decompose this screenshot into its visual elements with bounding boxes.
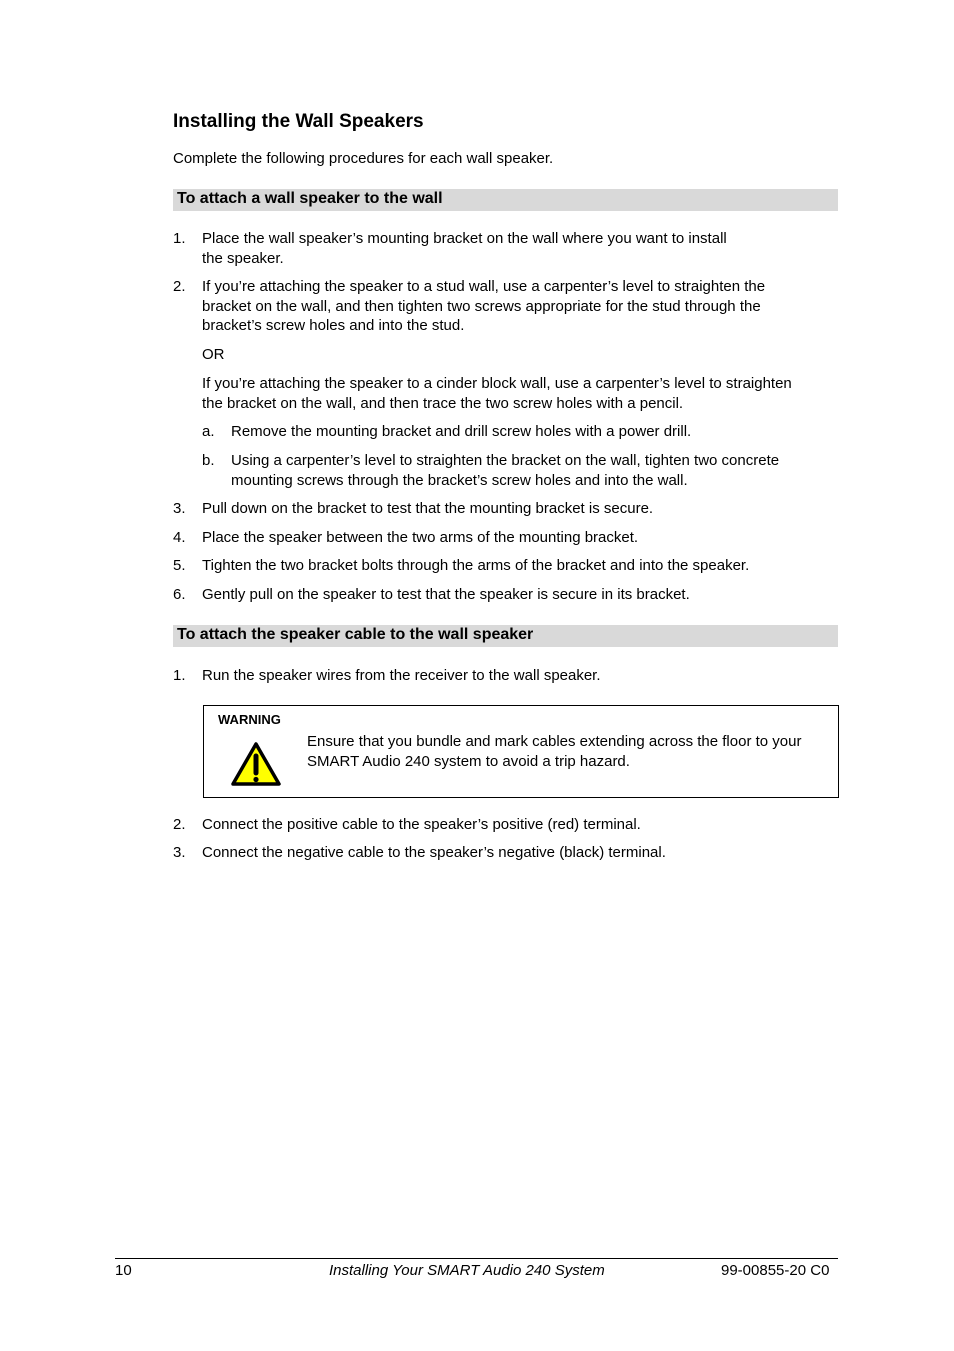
step-text: Connect the positive cable to the speaker’s positive (red) terminal.: [202, 816, 641, 833]
footer-title: Installing Your SMART Audio 240 System: [329, 1262, 605, 1279]
section-bar: [173, 625, 838, 647]
warning-triangle-icon: [230, 740, 282, 788]
step-number: 6.: [173, 586, 186, 603]
alt-line: the bracket on the wall, and then trace the two screw holes with a pencil.: [202, 394, 684, 412]
step-number: 1.: [173, 667, 186, 684]
step-number: 1.: [173, 230, 186, 247]
step-number: 2.: [173, 278, 186, 295]
step-line: bracket on the wall, and then tighten two screws appropriate for the stud through the: [202, 297, 761, 315]
warning-text: [307, 732, 837, 771]
step-text: [202, 277, 765, 336]
document-id: 99-00855-20 C0: [721, 1262, 830, 1279]
section-title: To attach the speaker cable to the wall speaker: [177, 626, 534, 643]
warning-label: WARNING: [218, 712, 281, 727]
step-line: the speaker.: [202, 249, 284, 267]
footer-rule: [115, 1258, 838, 1259]
step-number: 5.: [173, 557, 186, 574]
page-number: 10: [115, 1262, 132, 1279]
alt-instructions: [202, 374, 792, 413]
substep-label: b.: [202, 452, 215, 469]
page-heading: Installing the Wall Speakers: [173, 111, 424, 132]
warning-line: SMART Audio 240 system to avoid a trip hazard.: [307, 752, 630, 770]
step-number: 3.: [173, 500, 186, 517]
substep-text: Remove the mounting bracket and drill screw holes with a power drill.: [231, 423, 692, 440]
step-text: Place the speaker between the two arms of the mounting bracket.: [202, 529, 639, 546]
step-line: Place the wall speaker’s mounting bracket on the wall where you want to install: [202, 230, 727, 247]
step-number: 3.: [173, 844, 186, 861]
step-line: bracket’s screw holes and into the stud.: [202, 317, 465, 334]
step-text: Gently pull on the speaker to test that the speaker is secure in its bracket.: [202, 586, 690, 603]
section-title: To attach a wall speaker to the wall: [177, 190, 443, 207]
substep-text: [231, 451, 779, 490]
step-text: Pull down on the bracket to test that the mounting bracket is secure.: [202, 500, 654, 517]
step-text: Connect the negative cable to the speaker’s negative (black) terminal.: [202, 844, 666, 861]
section-bar: [173, 189, 838, 211]
step-text: Tighten the two bracket bolts through the arms of the bracket and into the speaker.: [202, 557, 750, 574]
warning-line: Ensure that you bundle and mark cables extending across the floor to your: [307, 733, 802, 750]
substep-line: Using a carpenter’s level to straighten the bracket on the wall, tighten two concrete: [231, 452, 780, 469]
step-text: Run the speaker wires from the receiver to the wall speaker.: [202, 667, 601, 684]
step-text: [202, 229, 727, 268]
or-text: OR: [202, 346, 225, 363]
intro-text: Complete the following procedures for each wall speaker.: [173, 150, 554, 167]
warning-box: [203, 705, 839, 798]
step-number: 4.: [173, 529, 186, 546]
step-number: 2.: [173, 816, 186, 833]
alt-line: If you’re attaching the speaker to a cinder block wall, use a carpenter’s level to straighten: [202, 375, 792, 392]
substep-line: mounting screws through the bracket’s screw holes and into the wall.: [231, 471, 688, 489]
step-line: If you’re attaching the speaker to a stud wall, use a carpenter’s level to straighten the: [202, 278, 766, 295]
substep-label: a.: [202, 423, 215, 440]
